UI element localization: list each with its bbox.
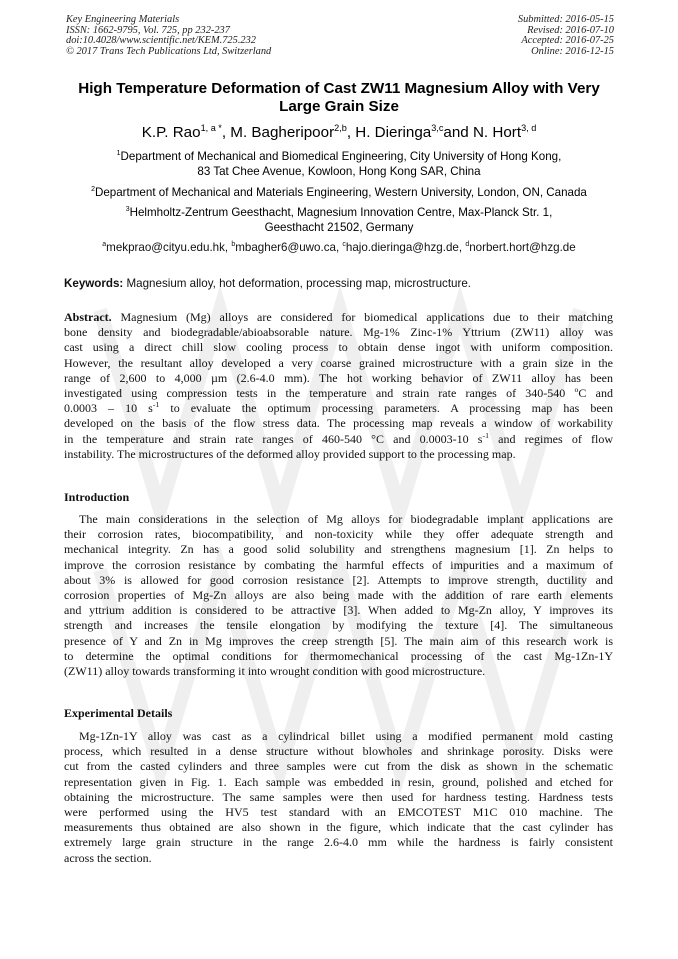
abstract-line — [64, 386, 613, 401]
exp-line: Mg-1Zn-1Y alloy was cast as a cylindrical billet using a modified permanent mold casting — [79, 729, 613, 743]
affiliation-sup: 2 — [91, 186, 95, 194]
keywords-label: Keywords: — [64, 277, 124, 290]
author-separator: , — [346, 124, 356, 141]
intro-line: The main considerations in the selection of Mg alloys for biodegradable implant applications are — [79, 512, 613, 526]
affiliation-line: 83 Tat Chee Avenue, Kowloon, Hong Kong SAR, China — [197, 165, 481, 178]
email-sup: d — [465, 241, 470, 249]
submission-dates — [518, 15, 614, 57]
abstract-text: 0.0003 – 10 s — [64, 401, 153, 416]
abstract-sup: o — [574, 384, 579, 394]
journal-doi: doi:10.4028/www.scientific.net/KEM.725.232 — [66, 35, 256, 47]
abstract — [64, 310, 613, 462]
author-sup: 3,c — [431, 122, 444, 133]
abstract-sup: -1 — [482, 430, 489, 440]
email-address: mekprao@cityu.edu.hk, — [106, 241, 232, 254]
abstract-text: in the temperature and strain rate ranges of 460-540 °C and 0.0003-10 s — [64, 431, 483, 446]
author-separator: and — [443, 124, 473, 141]
section-heading-introduction: Introduction — [64, 490, 130, 504]
abstract-line: bone density and biodegradable/abioabsorable nature. Mg-1% Zinc-1% Yttrium (ZW11) alloy was — [64, 325, 613, 340]
author-list — [50, 124, 628, 142]
intro-line: strength and increases the tensile elongation by modifying the texture [4]. The simultaneous — [64, 618, 613, 633]
affiliation-line: Department of Mechanical and Materials Engineering, Western University, London, ON, Canada — [94, 186, 587, 199]
paper-title — [50, 80, 628, 116]
date-accepted: Accepted: 2016-07-25 — [521, 35, 614, 47]
date-submitted: Submitted: 2016-05-15 — [517, 14, 614, 25]
author-sup: 2,b — [334, 122, 347, 133]
keywords-text: Magnesium alloy, hot deformation, processing map, microstructure. — [123, 277, 472, 290]
affiliation-line: Helmholtz-Zentrum Geesthacht, Magnesium Innovation Centre, Max-Planck Str. 1, — [129, 206, 553, 219]
exp-line: cut from the casted cylinders and three samples were cut from the disk as shown in the schematic — [64, 759, 613, 774]
journal-name: Key Engineering Materials — [66, 14, 180, 25]
exp-line: across the section. — [64, 850, 152, 865]
affiliation-sup: 3 — [125, 206, 130, 214]
keywords — [64, 276, 471, 291]
email-address: hajo.dieringa@hzg.de, — [345, 241, 466, 254]
exp-line: obtaining the microstructure. The same samples were then used for hardness testing. Hardness tests — [64, 789, 613, 804]
affiliation-1 — [50, 149, 628, 179]
email-address: norbert.hort@hzg.de — [469, 241, 576, 254]
abstract-label: Abstract. — [64, 310, 112, 324]
affiliation-3 — [50, 205, 628, 235]
abstract-sup: -1 — [152, 400, 160, 410]
author-separator: , — [221, 124, 231, 141]
date-online: Online: 2016-12-15 — [531, 45, 614, 57]
title-line-2: Large Grain Size — [279, 98, 399, 115]
journal-copyright: © 2017 Trans Tech Publications Ltd, Switzerland — [66, 45, 272, 57]
affiliation-2 — [50, 185, 628, 200]
abstract-line: cast using a direct chill slow cooling process to obtain dense ingot with uniform composition. — [64, 340, 613, 355]
abstract-text: and regimes of flow — [488, 431, 613, 446]
author-name: K.P. Rao — [141, 124, 201, 141]
intro-line: their corrosion rates, biocompatibility, and non-toxicity while they offer adequate strength and — [64, 527, 613, 542]
affiliation-line: Department of Mechanical and Biomedical Engineering, City University of Hong Kong, — [120, 150, 562, 163]
author-sup: 3, d — [521, 122, 537, 133]
intro-line: presence of Y and Zn in Mg improves the creep strength [5]. The main aim of this research work is — [64, 633, 613, 648]
intro-line: about 3% is allowed for good corrosion resistance [2]. Attempts to improve strength, ductility and — [64, 572, 613, 587]
email-sup: c — [342, 241, 346, 249]
abstract-line: instability. The microstructures of the deformed alloy provided support to the processing map. — [64, 446, 516, 461]
abstract-line — [64, 401, 613, 416]
intro-line: improve the corrosion resistance by combating the harmful effects of impurities and a maximum of — [64, 557, 613, 572]
author-emails — [50, 240, 628, 255]
exp-line: extremely large grain structure in the range 2.6-4.0 mm while the hardness is fairly consistent — [64, 835, 613, 850]
author-name: H. Dieringa — [355, 124, 432, 141]
exp-line: representation given in Fig. 1. Each sample was embedded in resin, ground, polished and etched for — [64, 774, 613, 789]
intro-line: corrosion properties of Mg-Zn alloys are also being made with the addition of rare earth elements — [64, 587, 613, 602]
email-address: mbagher6@uwo.ca, — [235, 241, 343, 254]
intro-line: mechanical integrity. Zn has a good solid solubility and strengthens magnesium [1]. Zn helps to — [64, 542, 613, 557]
intro-line: (ZW11) alloy towards transforming it into wrought condition with good microstructure. — [64, 663, 486, 678]
email-sup: b — [231, 241, 236, 249]
abstract-line — [64, 432, 613, 447]
author-name: M. Bagheripoor — [230, 124, 335, 141]
abstract-line: developed on the basis of the flow stress data. The processing map reveals a window of workability — [64, 416, 613, 431]
date-revised: Revised: 2016-07-10 — [527, 24, 614, 36]
abstract-text: to evaluate the optimum processing parameters. A processing map has been — [159, 401, 614, 416]
exp-line: were performed using the HV5 test standard with an EMCOTEST M1C 010 machine. The — [64, 804, 613, 819]
experimental-body — [64, 729, 613, 866]
section-heading-experimental: Experimental Details — [64, 706, 173, 720]
abstract-line: range of 2,600 to 4,000 µm (2.6-4.0 mm). The hot working behavior of ZW11 alloy has been — [64, 370, 613, 385]
journal-issn: ISSN: 1662-9795, Vol. 725, pp 232-237 — [66, 24, 230, 36]
affiliation-line: Geesthacht 21502, Germany — [264, 221, 414, 234]
abstract-text: investigated using compression tests in the temperature and strain rate ranges of 340-540 $^o$C and — [64, 384, 613, 400]
email-sup: a — [102, 241, 107, 249]
abstract-text: Magnesium (Mg) alloys are considered for biomedical applications due to their matching — [111, 310, 613, 324]
introduction-body — [64, 512, 613, 679]
author-name: N. Hort — [472, 124, 522, 141]
exp-line: process, which resulted in a dense structure without blowholes and shrinkage porosity. Disks were — [64, 744, 613, 759]
title-line-1: High Temperature Deformation of Cast ZW11 Magnesium Alloy with Very — [78, 80, 600, 97]
abstract-line — [64, 310, 613, 325]
author-sup: 1, a * — [200, 122, 222, 133]
journal-info — [66, 15, 271, 57]
intro-line: to determine the optimal conditions for thermomechanical processing of the cast Mg-1Zn-1Y — [64, 648, 613, 663]
exp-line: measurements thus obtained are also shown in the figure, which indicate that the cast cylinder has — [64, 820, 613, 835]
affiliation-sup: 1 — [116, 150, 121, 158]
abstract-line: However, the resultant alloy developed a very coarse grained microstructure with a grain size in the — [64, 355, 613, 370]
intro-line: and yttrium addition is considered to be attractive [3]. When added to Mg-Zn alloy, Y improves its — [64, 603, 613, 618]
